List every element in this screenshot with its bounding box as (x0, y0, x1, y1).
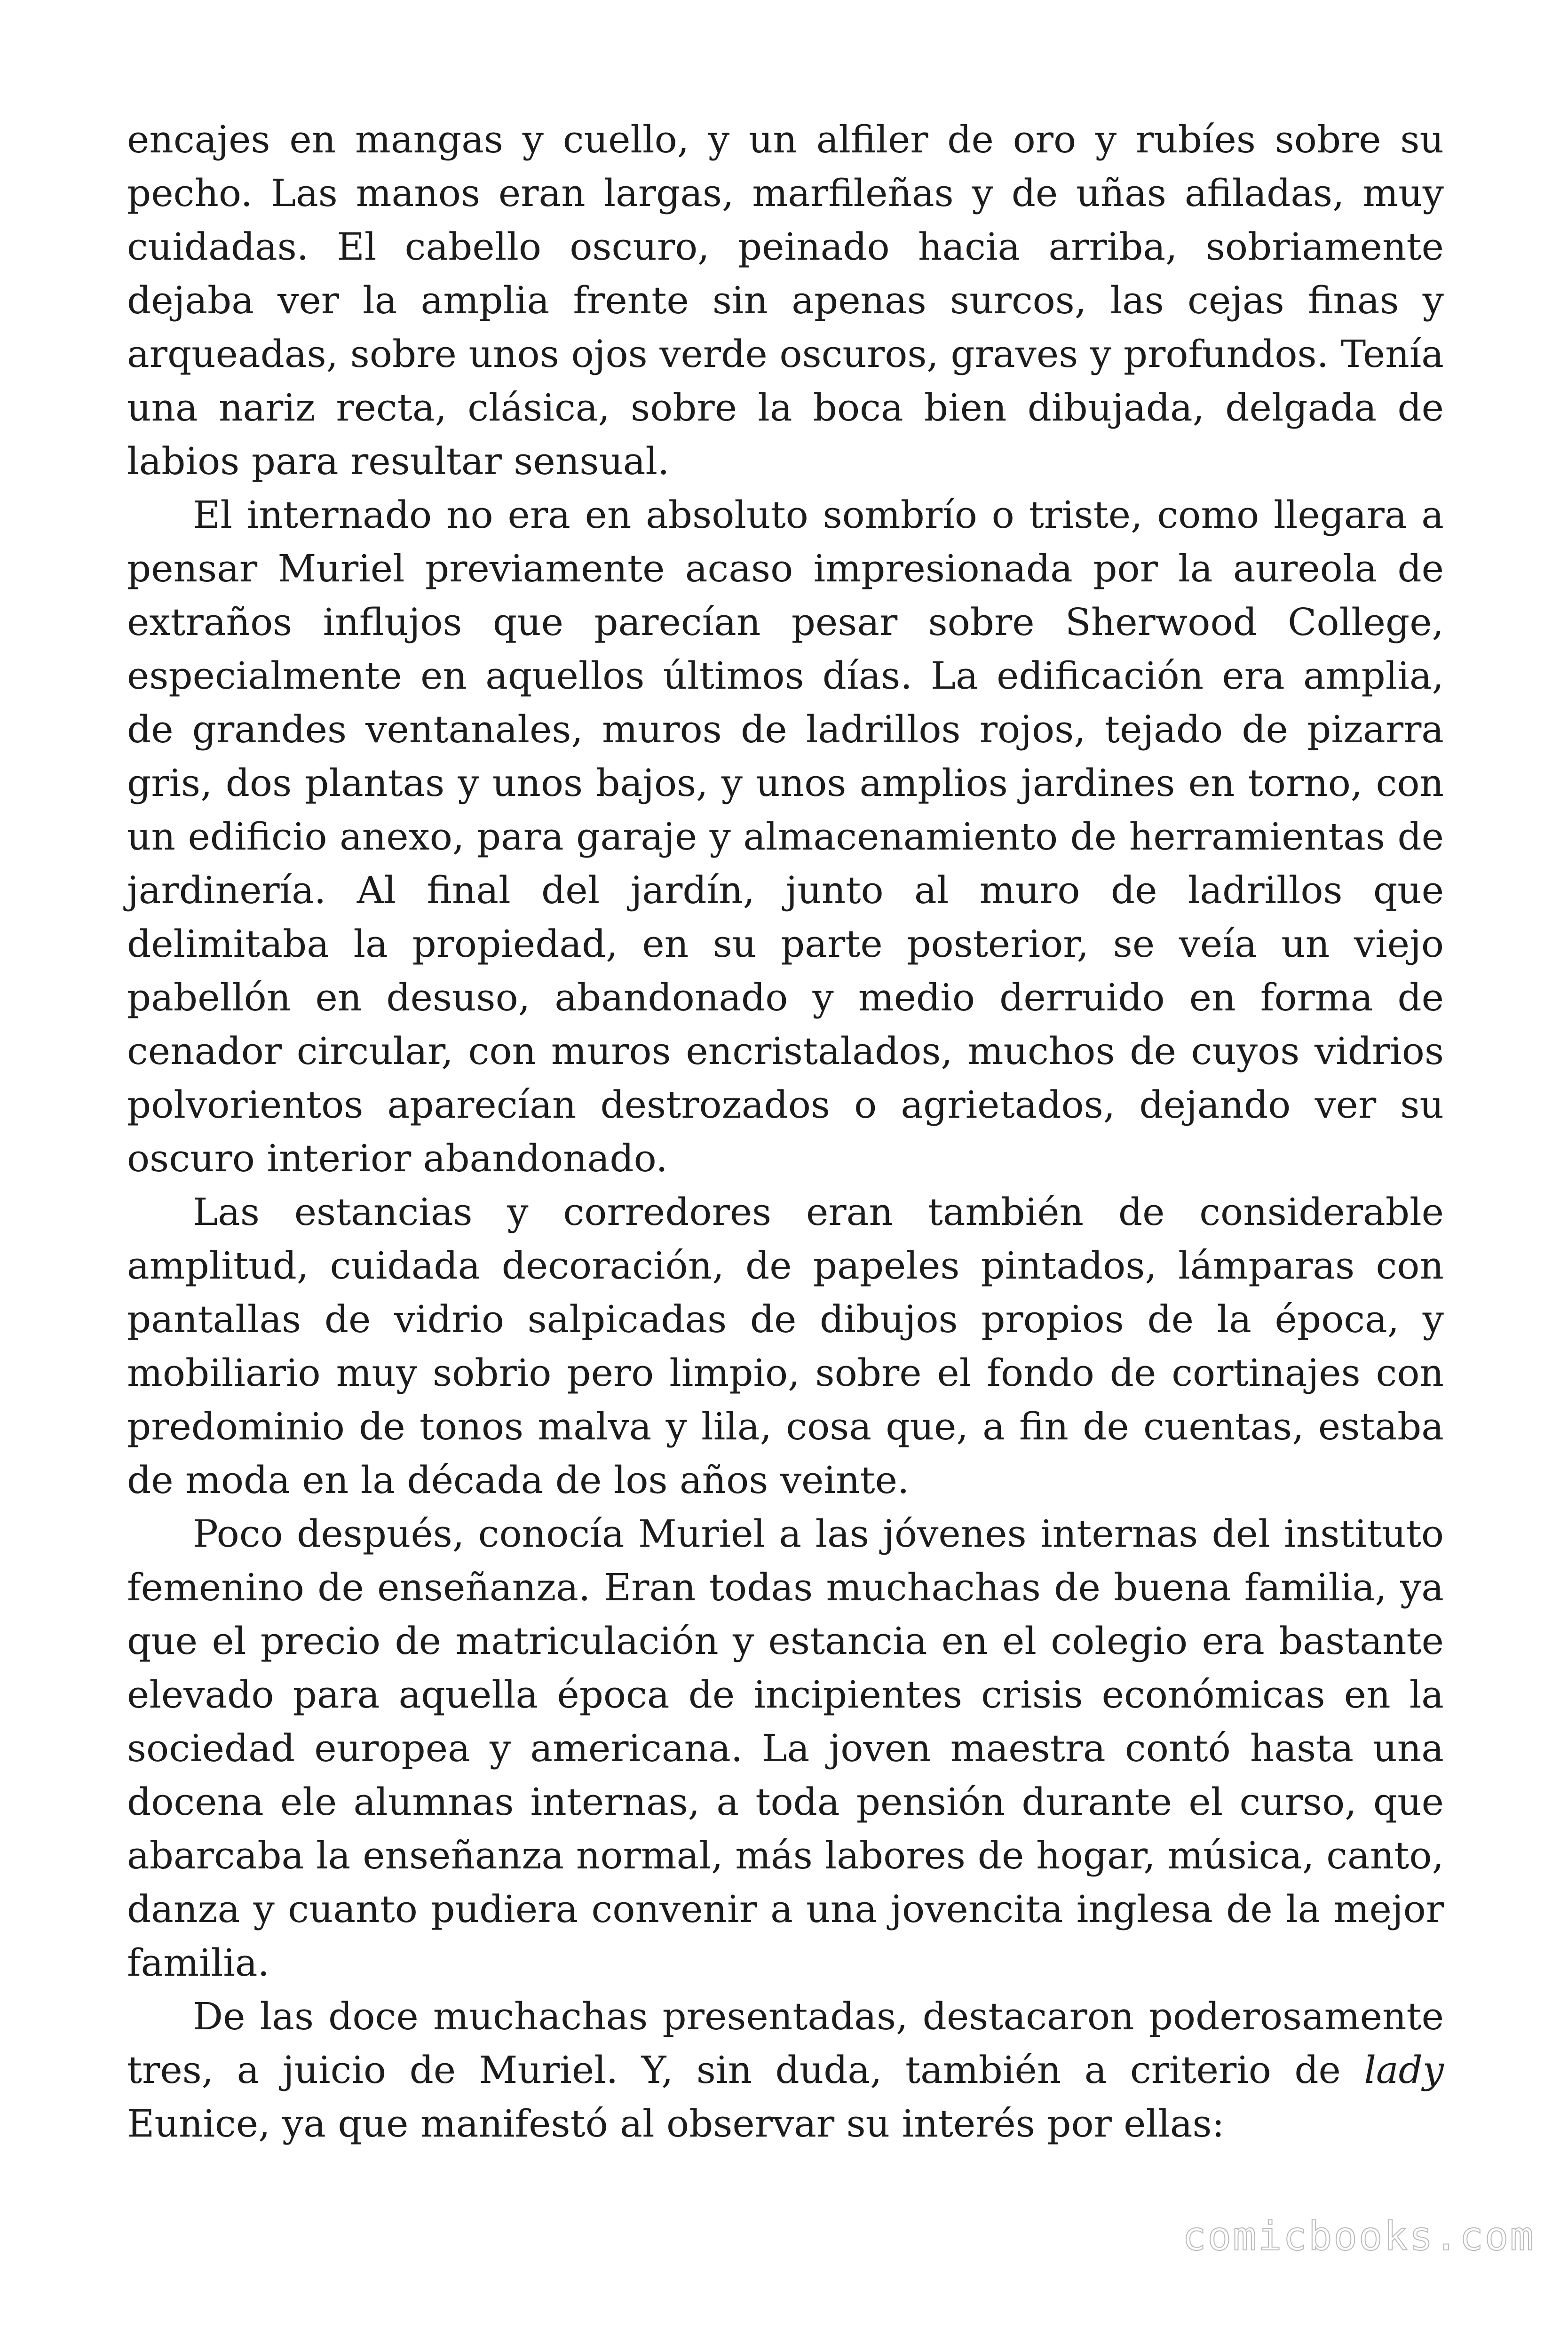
paragraph-5-text-a: De las doce muchachas presentadas, destacaron poderosamente tres, a juicio de Muriel. Y, sin duda, también a criterio de (127, 1994, 1444, 2092)
paragraph-3: Las estancias y corredores eran también de considerable amplitud, cuidada decoración, de papeles pintados, lámparas con pantallas de vidrio salpicadas de dibujos propios de la época, y mobiliario muy sobrio pero limpio, sobre el fondo de cortinajes con predominio de tonos malva y lila, cosa que, a fin de cuentas, estaba de moda en la década de los años veinte. (127, 1190, 1444, 1502)
paragraph-2: El internado no era en absoluto sombrío o triste, como llegara a pensar Muriel previamente acaso impresionada por la aureola de extraños influjos que parecían pesar sobre Sherwood College, especialmente en aquellos últimos días. La edificación era amplia, de grandes ventanales, muros de ladrillos rojos, tejado de pizarra gris, dos plantas y unos bajos, y unos amplios jardines en torno, con un edificio anexo, para garaje y almacenamiento de herramientas de jardinería. Al final del jardín, junto al muro de ladrillos que delimitaba la propiedad, en su parte posterior, se veía un viejo pabellón en desuso, abandonado y medio derruido en forma de cenador circular, con muros encristalados, muchos de cuyos vidrios polvorientos aparecían destrozados o agrietados, dejando ver su oscuro interior abandonado. (127, 493, 1444, 1180)
watermark-logo: comicbooks.com (1182, 2213, 1535, 2259)
paragraph-5 (127, 1990, 1444, 2151)
paragraph-5-text-b: Eunice, ya que manifestó al observar su interés por ellas: (127, 2102, 1225, 2145)
italic-word: lady (1364, 2048, 1444, 2092)
paragraph-1: encajes en mangas y cuello, y un alfiler de oro y rubíes sobre su pecho. Las manos eran largas, marfileñas y de uñas afiladas, muy cuidadas. El cabello oscuro, peinado hacia arriba, sobriamente dejaba ver la amplia frente sin apenas surcos, las cejas finas y arqueadas, sobre unos ojos verde oscuros, graves y profundos. Tenía una nariz recta, clásica, sobre la boca bien dibujada, delgada de labios para resultar sensual. (127, 118, 1444, 483)
page-body (127, 113, 1444, 2151)
paragraph-4: Poco después, conocía Muriel a las jóvenes internas del instituto femenino de enseñanza. Eran todas muchachas de buena familia, ya que el precio de matriculación y estancia en el colegio era bastante elevado para aquella época de incipientes crisis económicas en la sociedad europea y americana. La joven maestra contó hasta una docena ele alumnas internas, a toda pensión durante el curso, que abarcaba la enseñanza normal, más labores de hogar, música, canto, danza y cuanto pudiera convenir a una jovencita inglesa de la mejor familia. (127, 1512, 1444, 1985)
